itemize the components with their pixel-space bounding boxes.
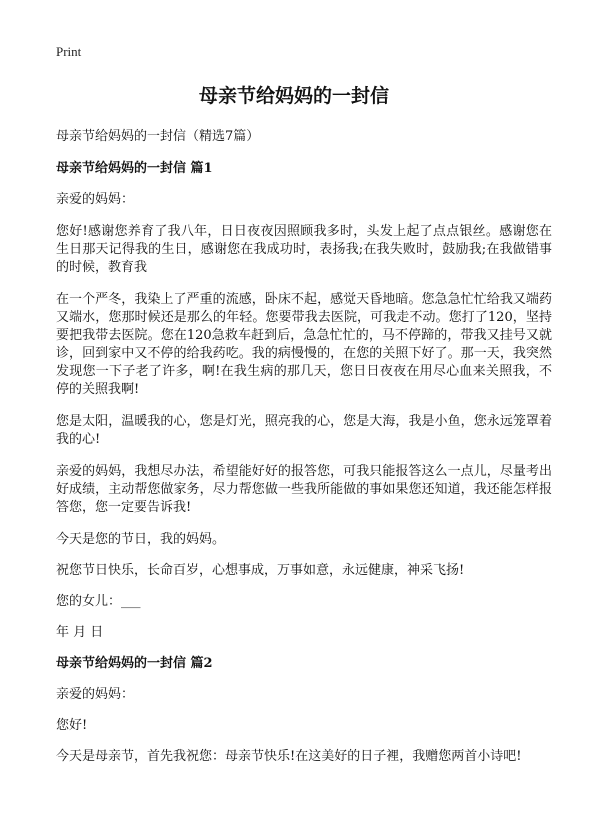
paragraph: 祝您节日快乐，长命百岁，心想事成，万事如意，永远健康，神采飞扬! — [56, 563, 465, 578]
section-2 — [56, 655, 552, 766]
paragraph-salutation: 亲爱的妈妈： — [56, 192, 135, 207]
paragraph: 今天是您的节日，我的妈妈。 — [56, 532, 226, 547]
paragraph-signature: 您的女儿：___ — [56, 594, 141, 609]
section-1 — [56, 160, 552, 642]
paragraph-salutation: 亲爱的妈妈： — [56, 687, 135, 702]
paragraph: 今天是母亲节，首先我祝您：母亲节快乐!在这美好的日子裡，我赠您两首小诗吧! — [56, 749, 522, 764]
print-link[interactable]: Print — [56, 44, 82, 59]
paragraph: 亲爱的妈妈，我想尽办法，希望能好好的报答您，可我只能报答这么一点儿，尽量考出好成绩，主动帮您做家务，尽力帮您做一些我所能做的事如果您还知道，我还能怎样报答您，您一定要告诉我! — [56, 464, 552, 515]
section-heading: 母亲节给妈妈的一封信 篇1 — [56, 161, 213, 176]
paragraph: 您是太阳，温暖我的心，您是灯光，照亮我的心，您是大海，我是小鱼，您永远笼罩着我的心! — [56, 414, 552, 447]
paragraph-date: 年 月 日 — [56, 625, 104, 640]
paragraph: 在一个严冬，我染上了严重的流感，卧床不起，感觉天昏地暗。您急急忙忙给我又端药又端水，您那时候还是那么的年轻。您要带我去医院，可我走不动。您打了120，坚持要把我带去医院。您在120急救车赶到后，急急忙忙的，马不停蹄的，带我又挂号又就诊，回到家中又不停的给我药吃。我的病慢慢的，在您的关照下好了。那一天，我突然发现您一下子老了许多，啊!在我生病的那几天，您日日夜夜在用尽心血来关照我，不停的关照我啊! — [56, 292, 552, 397]
section-heading: 母亲节给妈妈的一封信 篇2 — [56, 656, 213, 671]
paragraph: 您好!感谢您养育了我八年，日日夜夜因照顾我多时，头发上起了点点银丝。感谢您在生日那天记得我的生日，感谢您在我成功时，表扬我;在我失败时，鼓励我;在我做错事的时候，教育我 — [56, 224, 552, 275]
document-subtitle: 母亲节给妈妈的一封信（精选7篇） — [56, 129, 260, 144]
paragraph: 您好! — [56, 718, 88, 733]
document-title: 母亲节给妈妈的一封信 — [198, 85, 389, 107]
